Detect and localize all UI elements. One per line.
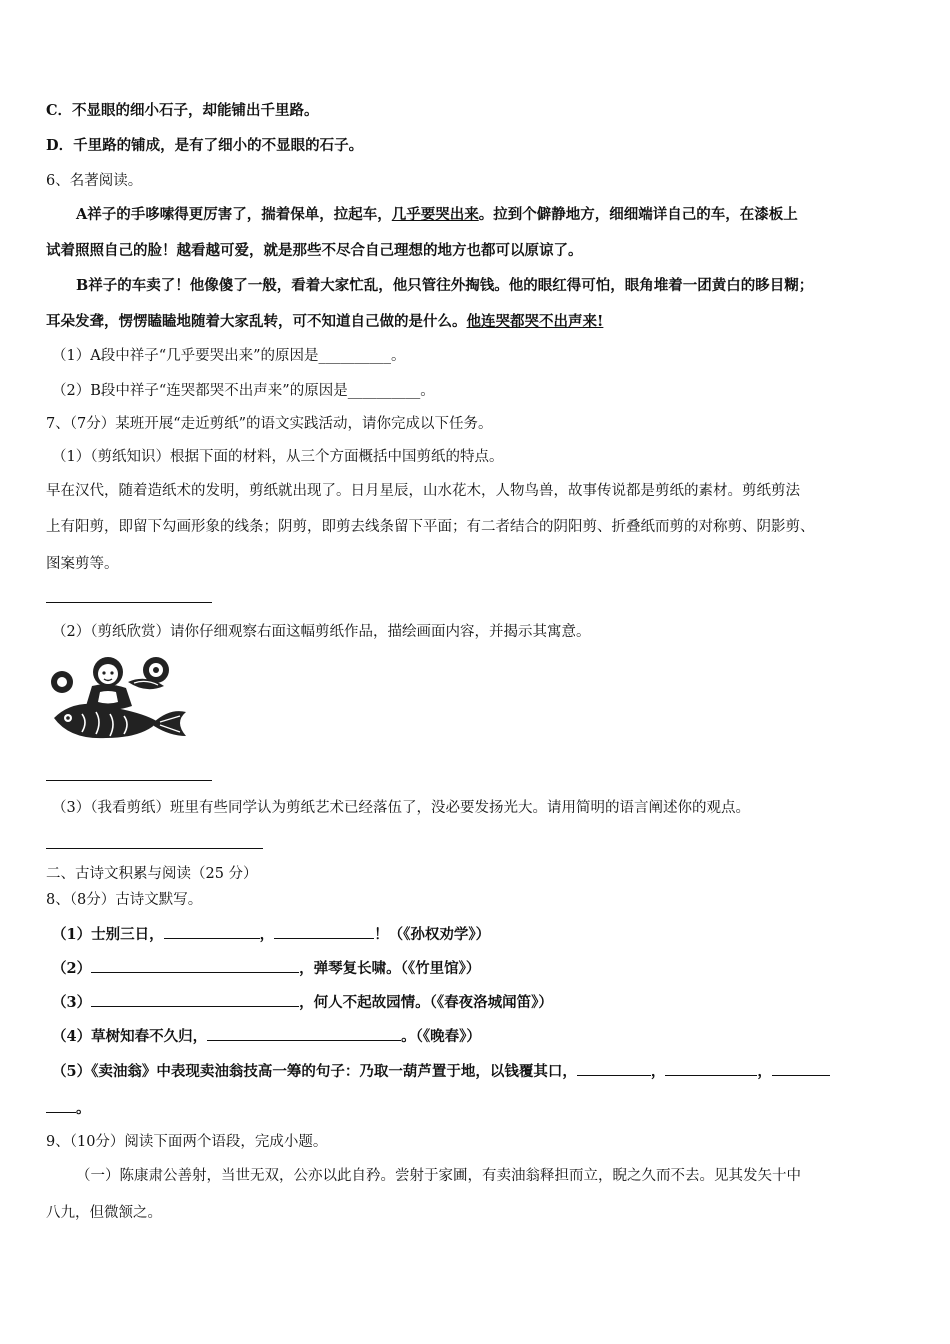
q8-blank-3[interactable]	[91, 992, 299, 1007]
q8-blank-5a[interactable]	[577, 1061, 651, 1076]
q8-blank-1a[interactable]	[164, 924, 260, 939]
q7-sub1: （1）（剪纸知识）根据下面的材料，从三个方面概括中国剪纸的特点。	[52, 449, 504, 465]
q8-item3: （3） ，何人不起故园情。（《春夜洛城闻笛》）	[52, 994, 553, 1011]
q8-blank-5c[interactable]	[772, 1061, 830, 1076]
q6-passage-a-line1: A祥子的手哆嗦得更厉害了，揣着保单，拉起车，几乎要哭出来。拉到个僻静地方，细细端详自己的车，在漆板上	[76, 206, 798, 223]
q8-blank-5d[interactable]	[46, 1098, 76, 1113]
q8-blank-2[interactable]	[91, 958, 299, 973]
q6-passage-b-line2: 耳朵发聋，愣愣瞌瞌地随着大家乱转，可不知道自己做的是什么。他连哭都哭不出声来!	[46, 313, 604, 330]
q8-title: 8、（8分）古诗文默写。	[46, 892, 203, 908]
q7-sub3: （3）（我看剪纸）班里有些同学认为剪纸艺术已经落伍了，没必要发扬光大。请用简明的语言阐述你的观点。	[52, 800, 750, 816]
q7-material-line3: 图案剪等。	[46, 556, 119, 572]
q6-passage-b-line1: B祥子的车卖了！他像傻了一般，看着大家忙乱，他只管往外掏钱。他的眼红得可怕，眼角堆着一团黄白的眵目糊；	[76, 277, 814, 294]
q8-blank-1b[interactable]	[274, 924, 374, 939]
section2-title: 二、古诗文积累与阅读（25 分）	[46, 866, 258, 882]
q7-answer-line1[interactable]	[46, 602, 212, 603]
q7-material-line1: 早在汉代，随着造纸术的发明，剪纸就出现了。日月星辰，山水花木，人物鸟兽，故事传说都是剪纸的素材。剪纸剪法	[46, 483, 800, 499]
q8-item2: （2） ，弹琴复长啸。（《竹里馆》）	[52, 960, 481, 977]
q7-material-line2: 上有阳剪，即留下勾画形象的线条；阴剪，即剪去线条留下平面；有二者结合的阴阳剪、折叠纸而剪的对称剪、阴影剪、	[46, 519, 815, 535]
q6-underlined-a: 几乎要哭出来	[391, 206, 479, 223]
q7-answer-line3[interactable]	[46, 848, 263, 849]
q8-blank-5b[interactable]	[665, 1061, 757, 1076]
q9-title: 9、（10分）阅读下面两个语段，完成小题。	[46, 1134, 328, 1150]
q6-sub1: （1）A段中祥子“几乎要哭出来”的原因是__________。	[52, 348, 406, 364]
q8-item5: （5）《卖油翁》中表现卖油翁技高一筹的句子：乃取一葫芦置于地，以钱覆其口， ， ，	[52, 1061, 830, 1082]
q8-item4: （4）草树知春不久归， 。（《晚春》）	[52, 1028, 481, 1045]
q6-underlined-b: 他连哭都哭不出声来!	[466, 313, 604, 330]
q6-sub2: （2）B段中祥子“连哭都哭不出声来”的原因是__________。	[52, 383, 435, 399]
q8-item5-cont: 。	[46, 1098, 91, 1119]
q7-answer-line2[interactable]	[46, 780, 212, 781]
q8-blank-4[interactable]	[207, 1026, 401, 1041]
q6-title: 6、名著阅读。	[46, 173, 143, 189]
q9-passage-line1: （一）陈康肃公善射，当世无双，公亦以此自矜。尝射于家圃，有卖油翁释担而立，睨之久而不去。见其发矢十中	[76, 1168, 801, 1184]
q7-sub2: （2）（剪纸欣赏）请你仔细观察右面这幅剪纸作品，描绘画面内容，并揭示其寓意。	[52, 624, 591, 640]
q8-item1: （1）士别三日， ， ！（《孙权劝学》）	[52, 926, 491, 943]
q9-passage-line2: 八九，但微颔之。	[46, 1205, 162, 1221]
papercut-boy-fish-icon	[46, 652, 188, 744]
q7-title: 7、（7分）某班开展“走近剪纸”的语文实践活动，请你完成以下任务。	[46, 416, 493, 432]
option-d: D．千里路的铺成，是有了细小的不显眼的石子。	[46, 137, 364, 154]
q6-passage-a-line2: 试着照照自己的脸！越看越可爱，就是那些不尽合自己理想的地方也都可以原谅了。	[46, 242, 583, 259]
option-c: C．不显眼的细小石子，却能铺出千里路。	[46, 102, 319, 119]
